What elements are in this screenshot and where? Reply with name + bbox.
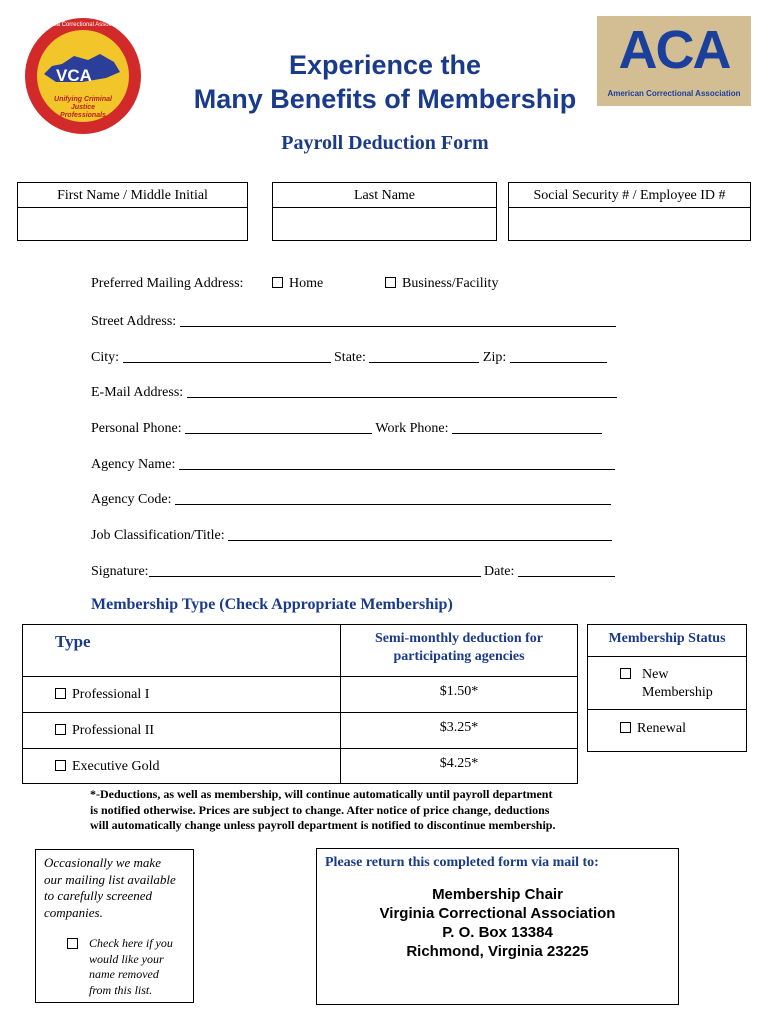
agency-code-row: Agency Code: (91, 490, 611, 508)
ssn-employee-id-field[interactable] (508, 182, 751, 241)
signature-row: Signature: Date: (91, 562, 615, 580)
status-new-option[interactable]: New Membership (620, 666, 713, 702)
vca-acronym: VCA (56, 66, 92, 85)
street-input[interactable] (180, 312, 616, 327)
business-option[interactable]: Business/Facility (385, 276, 498, 292)
professional-2-amount: $3.25* (439, 720, 479, 735)
membership-option-professional-1[interactable]: Professional I (55, 687, 149, 703)
return-heading: Please return this completed form via mail to: (325, 855, 599, 870)
opt-out-checkbox[interactable] (67, 938, 78, 949)
opt-out-text: Occasionally we make our mailing list available to carefully screened companies. (44, 855, 176, 920)
home-option[interactable]: Home (272, 276, 323, 292)
executive-gold-amount: $4.25* (439, 756, 479, 771)
ssn-label: Social Security # / Employee ID # (509, 183, 750, 208)
mailing-preference (91, 276, 243, 292)
professional-2-checkbox[interactable] (55, 724, 66, 735)
date-input[interactable] (518, 562, 615, 577)
business-checkbox[interactable] (385, 277, 396, 288)
vca-tagline: Unifying Criminal Justice Professionals (54, 96, 112, 119)
vca-ring-text: Virginia Correctional Association (40, 22, 126, 28)
street-row: Street Address: (91, 312, 616, 330)
return-address: Membership Chair Virginia Correctional Association P. O. Box 13384 Richmond, Virginia 23225 (379, 886, 616, 960)
home-checkbox[interactable] (272, 277, 283, 288)
status-renewal-option[interactable]: Renewal (620, 721, 686, 737)
phone-row: Personal Phone: Work Phone: (91, 419, 602, 437)
status-header: Membership Status (608, 631, 726, 646)
first-name-field[interactable] (17, 182, 248, 241)
new-membership-checkbox[interactable] (620, 668, 631, 679)
executive-gold-checkbox[interactable] (55, 760, 66, 771)
last-name-label: Last Name (273, 183, 496, 208)
vca-logo (22, 16, 144, 136)
mailing-label: Preferred Mailing Address: (91, 276, 244, 291)
aca-logo (597, 16, 751, 106)
membership-option-professional-2[interactable]: Professional II (55, 723, 154, 739)
aca-acronym: ACA (618, 20, 730, 80)
opt-out-check[interactable]: Check here if you would like your name removed from this list. (67, 936, 173, 998)
work-phone-input[interactable] (452, 419, 602, 434)
signature-input[interactable] (149, 562, 481, 577)
job-title-row: Job Classification/Title: (91, 526, 612, 544)
deduction-footnote: *-Deductions, as well as membership, will continue automatically until payroll department is notified otherwise. Prices are subject to change. After notice of price change, deductions will automatically change unless payroll department is notified to discontinue membership. (90, 787, 556, 832)
renewal-checkbox[interactable] (620, 722, 631, 733)
first-name-label: First Name / Middle Initial (18, 183, 247, 208)
city-row: City: State: Zip: (91, 348, 607, 366)
membership-heading: Membership Type (Check Appropriate Membership) (91, 596, 453, 613)
state-input[interactable] (369, 348, 479, 363)
agency-name-row: Agency Name: (91, 455, 615, 473)
personal-phone-input[interactable] (185, 419, 372, 434)
email-row: E-Mail Address: (91, 383, 617, 401)
city-input[interactable] (123, 348, 331, 363)
membership-option-executive-gold[interactable]: Executive Gold (55, 759, 159, 775)
job-title-input[interactable] (228, 526, 612, 541)
agency-code-input[interactable] (175, 490, 611, 505)
deduction-header: Semi-monthly deduction for participating agencies (375, 631, 543, 664)
agency-name-input[interactable] (179, 455, 615, 470)
page-title: Experience the Many Benefits of Membership (193, 50, 577, 114)
form-subtitle: Payroll Deduction Form (281, 132, 489, 154)
type-header: Type (55, 632, 91, 651)
email-input[interactable] (187, 383, 617, 398)
last-name-field[interactable] (272, 182, 497, 241)
professional-1-amount: $1.50* (439, 684, 479, 699)
zip-input[interactable] (510, 348, 607, 363)
aca-name: American Correctional Association (607, 89, 741, 98)
professional-1-checkbox[interactable] (55, 688, 66, 699)
